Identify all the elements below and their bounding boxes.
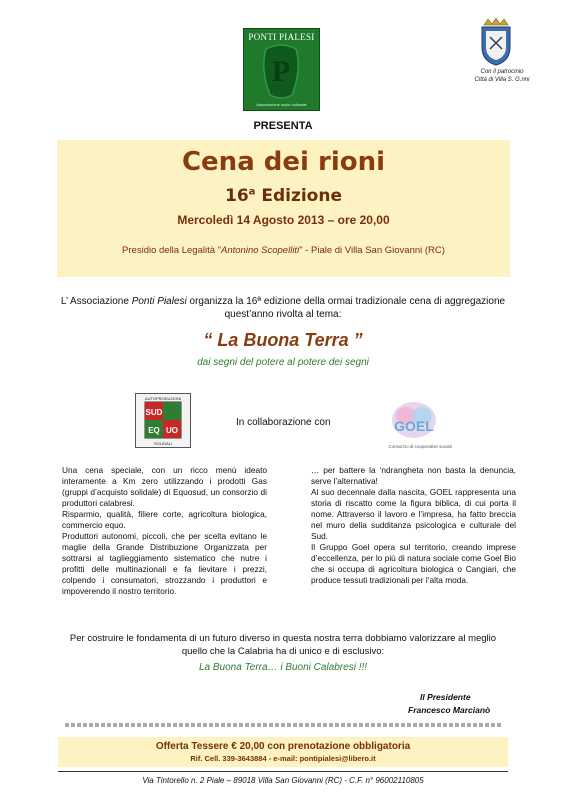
event-date: Mercoledì 14 Agosto 2013 – ore 20,00 <box>177 213 390 227</box>
closing-paragraph: Per costruire le fondamenta di un futuro diverso in questa nostra terra dobbiamo valorizzare al meglio quello che la Calabria ha di unico e di esclusivo: <box>69 633 497 657</box>
presenta-label: PRESENTA <box>253 120 313 132</box>
intro-org: Ponti Pialesi <box>131 296 187 307</box>
edition-word: Edizione <box>261 186 342 206</box>
svg-text:EQ: EQ <box>148 426 160 435</box>
offer-text: Offerta Tessere € 20,00 con prenotazione obbligatoria <box>155 741 411 752</box>
signature-role: Il Presidente <box>420 692 471 702</box>
collaboration-label: In collaborazione con <box>236 417 331 428</box>
signature-name: Francesco Marcianò <box>408 705 491 715</box>
left-paragraph: Una cena speciale, con un ricco menù ideato interamente a Km zero utilizzando i prodotti Gas (gruppi d’acquisto solidale) di Equosud, un consorzio di produttori calabresi. <box>62 465 267 508</box>
right-paragraph: Il Gruppo Goel opera sul territorio, creando imprese d’eccellenza, per lo più di natura sociale come Goel Bio che si occupa di agricoltura biologica o Cangiari, che produce tessuti tradizionali per l’alta moda. <box>311 542 516 585</box>
right-paragraph: Al suo decennale dalla nascita, GOEL rappresenta una storia di riscatto come la figura biblica, di cui porta il nome. Attraverso il lavoro e l’impresa, ha fatto breccia nel muro della sudditanza psicologica e culturale del Sud. <box>311 487 516 541</box>
edition-number: 16 <box>225 186 249 206</box>
right-paragraph: … per battere la ‘ndrangheta non basta la denuncia, serve l’alternativa! <box>311 465 516 486</box>
edition-suffix: a <box>248 186 256 198</box>
theme-subtitle: dai segni del potere al potere dei segni <box>197 357 369 368</box>
patron-line-2: Città di Villa S. G.nni <box>474 77 530 83</box>
goel-logo-icon <box>380 398 460 453</box>
svg-text:Consorzio di cooperative socia: Consorzio di cooperative sociali <box>388 444 452 449</box>
municipal-crest-icon <box>478 17 514 67</box>
patronage-note <box>466 68 538 84</box>
svg-text:SOLIDALI: SOLIDALI <box>153 441 173 446</box>
patron-line-1: Con il patrocinio <box>480 69 524 75</box>
intro-part-2: organizza la 16ª edizione della ormai tradizionale cena di aggregazione quest’anno rivolta al tema: <box>186 296 506 320</box>
separator <box>65 723 501 727</box>
footer-divider <box>58 771 508 772</box>
svg-text:AUTOPRODUZIONI: AUTOPRODUZIONI <box>144 396 182 401</box>
venue-prefix: Presidio della Legalità " <box>122 245 222 256</box>
event-title: Cena dei rioni <box>181 147 386 177</box>
logo-name: PONTI PIALESI <box>248 32 315 42</box>
left-paragraph: Produttori autonomi, piccoli, che per scelta evitano le maglie della Grande Distribuzione Organizzata per sottrarsi al taglieggiamento sistematico che nutre i profitti delle multinazionali e fa lievitare i prezzi, colpendo i consumatori, strozzando i produttori e impoverendo il nostro territorio. <box>62 531 267 596</box>
svg-text:SUD: SUD <box>145 408 163 417</box>
intro-part-1: L’ Associazione <box>60 296 132 307</box>
intro-paragraph <box>50 295 516 321</box>
contact-info: Rif. Cell. 339-3643884 - e-mail: pontipialesi@libero.it <box>190 754 376 763</box>
svg-text:GOEL: GOEL <box>394 418 434 434</box>
left-column <box>62 465 267 597</box>
event-edition <box>57 186 510 206</box>
venue-name: Antonino Scopelliti <box>221 245 300 256</box>
venue-suffix: " - Piale di Villa San Giovanni (RC) <box>299 245 445 256</box>
ponti-pialesi-logo <box>243 28 320 111</box>
footer-address: Via Tintorello n. 2 Piale – 89018 Villa San Giovanni (RC) - C.F. n° 96002110805 <box>142 776 424 785</box>
theme-title: “ La Buona Terra ” <box>203 330 363 350</box>
event-venue <box>57 245 510 256</box>
logo-subtitle: Associazione socio-culturale <box>256 102 307 107</box>
right-column <box>311 465 516 586</box>
closing-motto: La Buona Terra… i Buoni Calabresi !!! <box>198 662 368 673</box>
left-paragraph: Risparmio, qualità, filiere corte, agricoltura biologica, commercio equo. <box>62 509 267 530</box>
svg-text:P: P <box>271 55 291 88</box>
logo-emblem-icon <box>244 29 319 110</box>
equosud-logo-icon <box>135 393 191 448</box>
svg-text:UO: UO <box>166 426 178 435</box>
